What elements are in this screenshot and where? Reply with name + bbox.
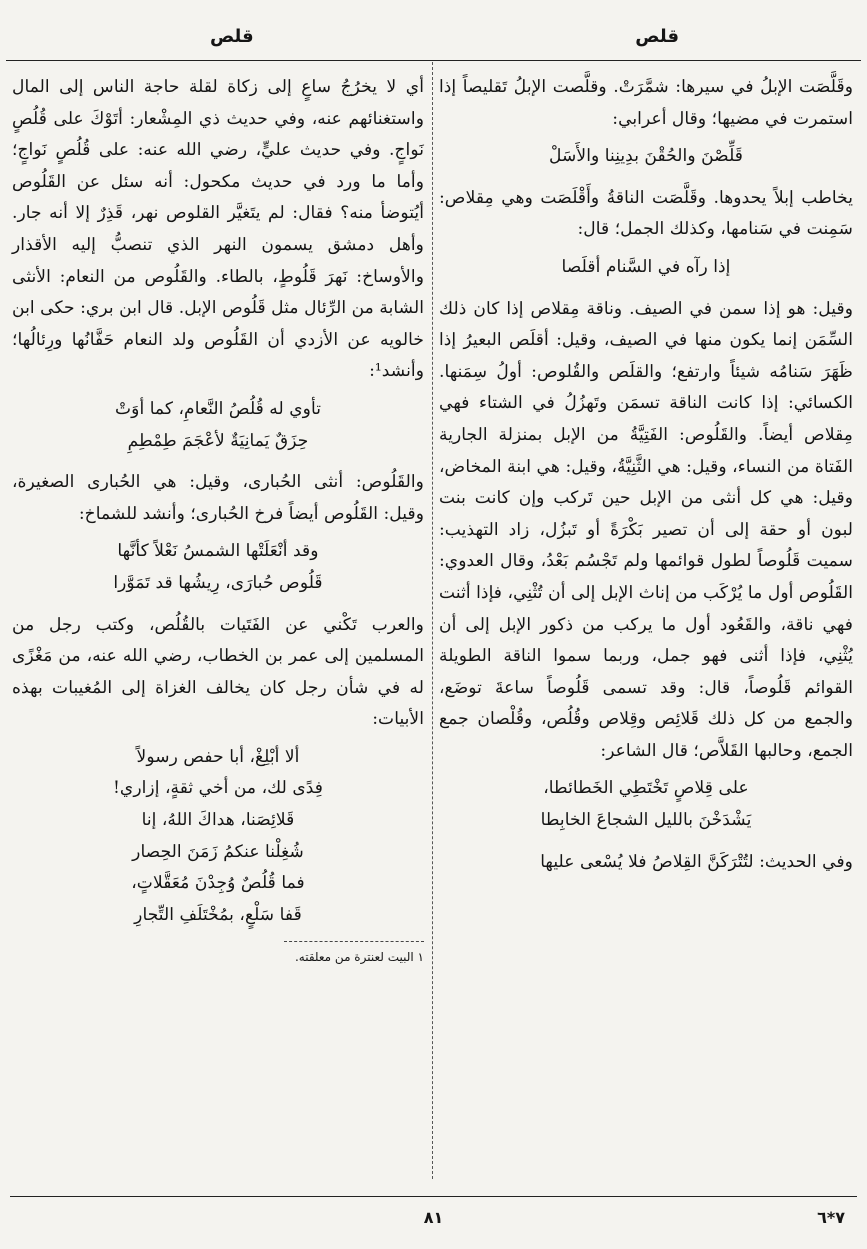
paragraph: والعرب تَكْني عن الفَتَيات بالقُلُص، وكتب رجل من المسلمين إلى عمر بن الخطاب، رضي الله عنه، من مَغْزًى له في شأن رجل كان يخالف الغزاة إلى المُغيبات بهذه الأبيات:: [12, 614, 424, 730]
running-header-right: قلص: [635, 26, 679, 47]
footnote: ١ البيت لعنترة من معلقته.: [294, 950, 424, 965]
verse: [12, 742, 424, 932]
verse: إذا رآه في السَّنام أقلَصا: [561, 256, 731, 277]
footer-rule: [10, 1196, 857, 1197]
paragraph: وقَلَّصَت الإبلُ في سيرها: شمَّرَتْ. وقلَّصت الإبلُ تَقليصاً إذا استمرت في مضيها؛ وقال أعرابي:: [439, 77, 853, 129]
verse-line: تأوي له قُلُصُ النَّعامِ، كما أوَتْ: [114, 398, 322, 419]
verse: [12, 536, 424, 599]
running-header-left: قلص: [210, 26, 254, 47]
paragraph: وقيل: هو إذا سمن في الصيف. وناقة مِقلاص إذا كان ذلك السِّمَن إنما يكون منها في الصيف، وقيل: أقلَص البعيرُ إذا ظَهَرَ سَنامُه شيئاً وارتفع؛ والقلَص والقُلوص: أولُ سِمَنها. الكسائي: إذا كانت الناقة تسمَن وتَهزُلُ في الشتاء فهي مِقلاص أيضاً. والقَلُوص: الفَتِيَّةُ من الإبل بمنزلة الجارية الفَتاة من النساء، وقيل: هي الثَّنِيَّةُ، وقيل: هي ابنة المخاض، وقيل: هي كل أنثى من الإبل حين تَركب وإن كانت بنت لبون أو حقة إلى أن تصير بَكْرَةً أو تَبزُل، زاد التهذيب: سميت قَلُوصاً لطول قوائمها ولم تَجْسُم بَعْدُ، وقال العدوي: القَلُوص أول ما يُرْكَب من إناث الإبل إلى أن تُثْنِي، فإذا أثنت فهي ناقة، والقَعُود أول ما يركب من ذكور الإبل إلى أن يُثْنِي، فإذا أثنى فهو جمل، وربما سموا الناقة الطويلة القوائم قَلُوصاً، قال: وقد تسمى قَلُوصاً ساعةَ توضَع، والجمع من كل ذلك قَلائِص وقِلاص وقُلُص، وقُلْصان جمع الجمع، وحالبها القَلاَّص؛ قال الشاعر:: [439, 298, 853, 761]
verse-line: وقد أنْعَلَتْها الشمسُ نَعْلاً كأنَّها: [117, 541, 319, 562]
volume-signature: ٧*٦: [817, 1208, 845, 1227]
verse-line: قَلُوص حُبارَى، رِيشُها قد تَمَوَّرا: [113, 572, 323, 593]
verse: قَلِّصْنَ والحُقْنَ بدِينِنا والأَسَلْ: [549, 146, 743, 167]
verse-line: فِدًى لك، من أخي ثقةٍ، إزاري!: [112, 778, 324, 799]
column-divider: [432, 62, 433, 1179]
paragraph: وفي الحديث: لتُتْرَكَنَّ القِلاصُ فلا يُسْعى عليها: [540, 851, 853, 872]
verse-line: قَفا سَلْعٍ، بمُخْتَلَفِ التِّجارِ: [134, 904, 302, 925]
verse: [12, 394, 424, 457]
verse: [439, 773, 853, 836]
verse-line: ألا أبْلِغْ، أبا حفص رسولاً: [136, 746, 300, 767]
verse-line: حِزَقٌ يَمانِيَةٌ لأعْجَمَ طِمْطِمِ: [127, 430, 309, 451]
right-column: [439, 72, 853, 878]
verse-line: فما قُلُصٌ وُجِدْنَ مُعَقَّلاتٍ،: [131, 873, 305, 894]
verse-line: شُغِلْنا عنكمُ زَمَنَ الحِصار: [132, 841, 304, 862]
header-rule: [6, 60, 861, 61]
verse-line: على قِلاصٍ تَخْتَطِي الخَطائطا،: [543, 778, 749, 799]
paragraph: والقَلُوص: أنثى الحُبارى، وقيل: هي الحُبارى الصغيرة، وقيل: القَلُوص أيضاً فرخ الحُبارى؛ وأنشد للشماخ:: [12, 472, 424, 524]
footnote-rule: [284, 941, 424, 942]
verse-line: قَلائِصَنا، هداكَ اللهُ، إنا: [141, 810, 295, 831]
verse-line: يَشْدَخْنَ بالليل الشجاعَ الخابِطا: [540, 810, 752, 831]
paragraph: يخاطب إبلاً يحدوها. وقَلَّصَت الناقةُ وأَقْلَصَت وهي مِقلاص: سَمِنت في سَنامها، وكذلك الجمل؛ قال:: [439, 187, 853, 240]
paragraph: أي لا يخرُجُ ساعٍ إلى زكاة لقلة حاجة الناس إلى المال واستغنائهم عنه، وفي حديث ذي المِشْعار: أتَوْكَ على قُلُصٍ نَواجٍ. وفي حديث عليٍّ، رضي الله عنه: على قُلُصٍ نَواجٍ؛ وأما ما ورد في حديث مكحول: أنه سئل عن القَلُوص أيُتوضأ منه؟ فقال: لم يتَغيَّر القلوص نهر، قَذِرٌ إلا أنه جار. وأهل دمشق يسمون النهر الذي تنصبُّ إليه الأقذار والأوساخ: نَهرَ قَلُوطٍ، بالطاء. والقَلُوص من النعام: الأنثى الشابة من الرِّئال مثل قَلُوص الإبل. قال ابن بري: حكى ابن خالويه عن الأزدي أن القَلُوص ولد النعام حَفَّانُها ورِئالُها؛ وأنشد¹:: [12, 77, 424, 382]
left-column: [12, 72, 424, 966]
page-number: ٨١: [423, 1208, 444, 1227]
